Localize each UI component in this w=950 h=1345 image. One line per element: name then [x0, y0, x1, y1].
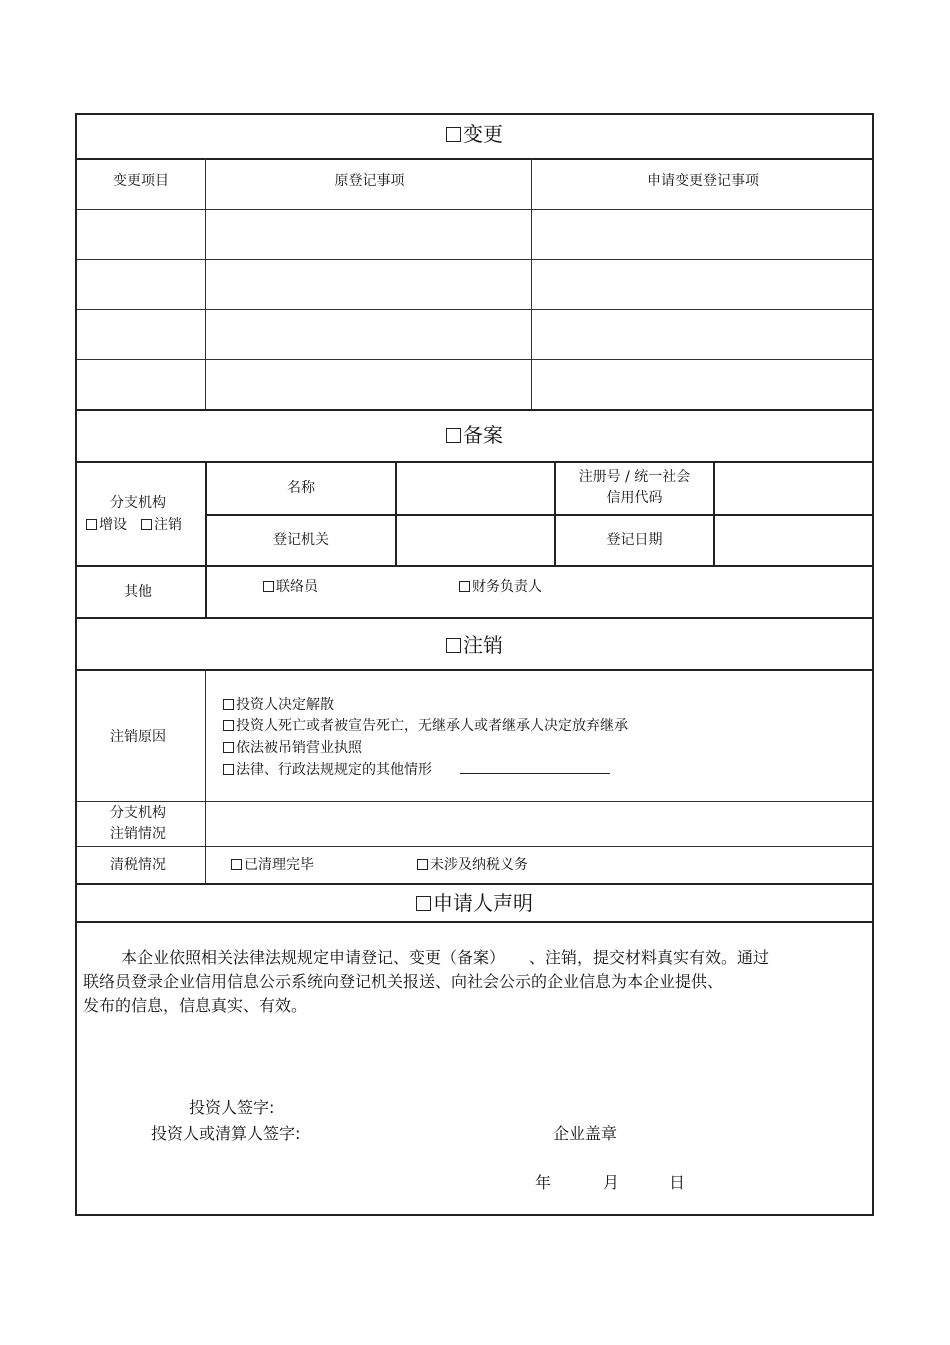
other-reason-blank[interactable] [460, 760, 610, 774]
branch-cancel-checkbox[interactable] [141, 519, 152, 530]
authority-label: 登记机关 [273, 532, 329, 548]
declaration-checkbox[interactable] [416, 896, 431, 911]
change-checkbox[interactable] [446, 127, 461, 142]
other-label: 其他 [124, 584, 152, 600]
reg-no-label [556, 467, 713, 509]
change-row-cell[interactable] [532, 210, 870, 258]
divider [77, 921, 872, 923]
divider [205, 158, 206, 410]
declaration-section-title: 申请人声明 [77, 891, 872, 915]
registration-form [75, 113, 874, 1216]
liquidator-signature-label: 投资人或清算人签字: [151, 1124, 301, 1143]
divider [531, 158, 532, 410]
reg-date-field[interactable] [715, 516, 870, 564]
divider [77, 617, 872, 619]
tax-none-option: 未涉及纳税义务 [417, 856, 528, 874]
date-year-label: 年 [535, 1173, 552, 1192]
filing-checkbox[interactable] [446, 428, 461, 443]
cancel-reason-2: 投资人死亡或者被宣告死亡，无继承人或者继承人决定放弃继承 [223, 717, 628, 735]
filing-section-title: 备案 [77, 423, 872, 447]
authority-field[interactable] [397, 516, 552, 564]
branch-options: 增设 注销 [86, 516, 182, 534]
reg-no-label-line1: 注册号 / 统一社会 [578, 469, 691, 485]
investor-signature-label: 投资人签字: [189, 1098, 275, 1117]
declaration-line-2: 联络员登录企业信用信息公示系统向登记机关报送、向社会公示的企业信息为本企业提供、 [83, 972, 724, 991]
change-section-title: 变更 [77, 122, 872, 146]
branch-cancel-field[interactable] [207, 803, 870, 845]
cancel-reason-1: 投资人决定解散 [223, 696, 334, 714]
divider [77, 801, 872, 802]
reason-checkbox[interactable] [223, 720, 234, 731]
divider [77, 158, 872, 160]
branch-add-checkbox[interactable] [86, 519, 97, 530]
finance-checkbox[interactable] [459, 581, 470, 592]
date-day-label: 日 [669, 1173, 686, 1192]
divider [205, 669, 206, 883]
change-col-requested-header: 申请变更登记事项 [647, 173, 759, 189]
tax-none-checkbox[interactable] [417, 859, 428, 870]
reason-checkbox[interactable] [223, 699, 234, 710]
declaration-line-3: 发布的信息，信息真实、有效。 [83, 996, 308, 1015]
divider [77, 846, 872, 847]
date-month-label: 月 [603, 1173, 620, 1192]
finance-option: 财务负责人 [459, 578, 542, 596]
reason-checkbox[interactable] [223, 742, 234, 753]
change-col-original-header: 原登记事项 [334, 173, 405, 189]
tax-done-option: 已清理完毕 [231, 856, 314, 874]
reason-checkbox[interactable] [223, 764, 234, 775]
branch-cancel-label-line1: 分支机构 [110, 805, 166, 821]
branch-cancel-label [77, 803, 199, 845]
divider [77, 669, 872, 671]
cancel-reason-3: 依法被吊销营业执照 [223, 739, 362, 757]
reg-no-label-line2: 信用代码 [606, 490, 663, 506]
divider [77, 409, 872, 411]
change-row-cell[interactable] [206, 210, 530, 258]
declaration-line-1: 本企业依照相关法律法规规定申请登记、变更（备案） 、注销，提交材料真实有效。通过 [121, 948, 770, 967]
tax-label: 清税情况 [110, 857, 166, 873]
cancel-checkbox[interactable] [446, 638, 461, 653]
branch-cancel-label-line2: 注销情况 [110, 826, 166, 842]
divider [77, 359, 872, 360]
change-col-item-header: 变更项目 [113, 173, 169, 189]
divider [77, 259, 872, 260]
liaison-option: 联络员 [263, 578, 318, 596]
divider [77, 309, 872, 310]
divider [77, 883, 872, 885]
reg-no-field[interactable] [715, 463, 870, 513]
reg-date-label: 登记日期 [606, 532, 663, 548]
branch-label: 分支机构 [110, 495, 166, 511]
liaison-checkbox[interactable] [263, 581, 274, 592]
divider [77, 565, 872, 567]
tax-done-checkbox[interactable] [231, 859, 242, 870]
declaration-text [83, 946, 868, 1018]
cancel-section-title: 注销 [77, 633, 872, 657]
company-seal-label: 企业盖章 [553, 1124, 618, 1143]
name-label: 名称 [287, 480, 315, 496]
cancel-reason-label: 注销原因 [110, 729, 166, 745]
cancel-reason-4: 法律、行政法规规定的其他情形 [223, 760, 610, 779]
name-field[interactable] [397, 463, 552, 513]
